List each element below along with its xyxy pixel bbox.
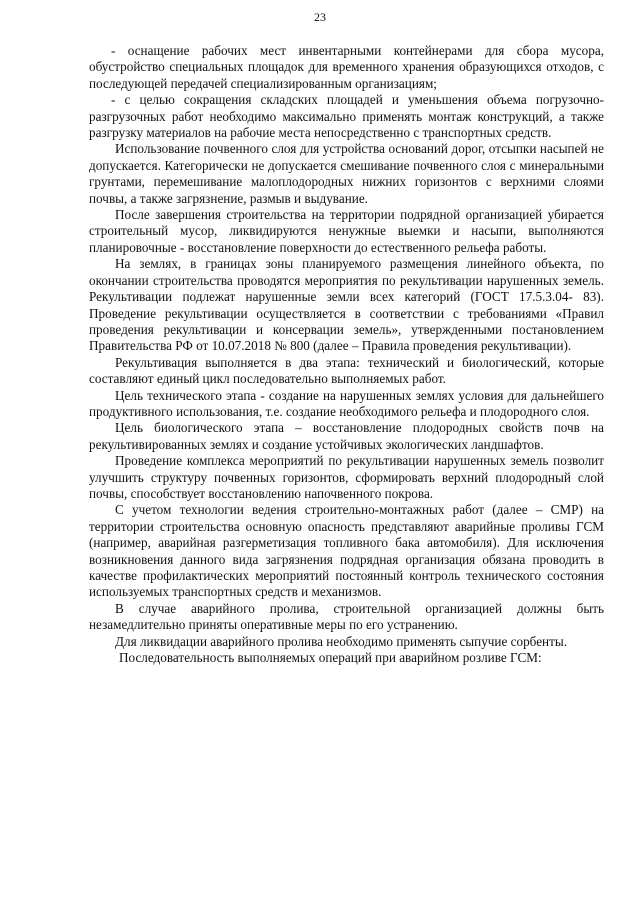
- paragraph-list-item: - оснащение рабочих мест инвентарными контейнерами для сбора мусора, обустройство специальных площадок для временного хранения образующихся отходов, с последующей передачей специализированным организациям;: [89, 43, 604, 91]
- paragraph: Использование почвенного слоя для устройства оснований дорог, отсыпки насыпей не допускается. Категорически не допускается смешивание почвенного слоя с минеральными грунтами, перемешивание малоплодородных нижних горизонтов с верхними слоями почвы, а также загрязнение, размыв и выдувание.: [89, 141, 604, 206]
- paragraph: На землях, в границах зоны планируемого размещения линейного объекта, по окончании строительства проводятся мероприятия по рекультивации нарушенных земель. Рекультивации подлежат нарушенные земли всех категорий (ГОСТ 17.5.3.04- 83). Проведение рекультивации осуществляется в соответствии с требованиями «Правил проведения рекультивации и консервации земель», утвержденными постановлением Правительства РФ от 10.07.2018 № 800 (далее – Правила проведения рекультивации).: [89, 256, 604, 354]
- document-body: [89, 43, 604, 666]
- paragraph: Проведение комплекса мероприятий по рекультивации нарушенных земель позволит улучшить структуру почвенных горизонтов, сформировать верхний плодородный слой почвы, способствует восстановлению напочвенного покрова.: [89, 453, 604, 501]
- paragraph: Рекультивация выполняется в два этапа: технический и биологический, которые составляют единый цикл последовательно выполняемых работ.: [89, 354, 604, 387]
- paragraph: Последовательность выполняемых операций при аварийном розливе ГСМ:: [119, 650, 542, 666]
- paragraph-list-item: - с целью сокращения складских площадей и уменьшения объема погрузочно-разгрузочных работ необходимо максимально применять монтаж конструкций, а также разгрузку материалов на рабочие места непосредственно с транспортных средств.: [89, 92, 604, 141]
- paragraph: Для ликвидации аварийного пролива необходимо применять сыпучие сорбенты.: [115, 633, 568, 649]
- page-number: 23: [314, 10, 326, 24]
- paragraph: Цель технического этапа - создание на нарушенных землях условия для дальнейшего продуктивного использования, т.е. создание необходимого рельефа и плодородного слоя.: [89, 387, 604, 419]
- paragraph: В случае аварийного пролива, строительной организацией должны быть незамедлительно приняты оперативные меры по его устранению.: [89, 600, 604, 633]
- paragraph: С учетом технологии ведения строительно-монтажных работ (далее – СМР) на территории строительства основную опасность представляют аварийные проливы ГСМ (например, аварийная разгерметизация топливного бака автомобиля). Для исключения возникновения данного вида загрязнения подрядная организация обязана проводить в качестве профилактических мероприятий постоянный контроль технического состояния используемых транспортных средств и механизмов.: [89, 502, 604, 600]
- paragraph: После завершения строительства на территории подрядной организацией убирается строительный мусор, ликвидируются ненужные выемки и насыпи, выполняются планировочные - восстановление поверхности до естественного рельефа работы.: [89, 207, 604, 255]
- paragraph: Цель биологического этапа – восстановление плодородных свойств почв на рекультивированных землях и создание устойчивых экологических ландшафтов.: [89, 420, 604, 452]
